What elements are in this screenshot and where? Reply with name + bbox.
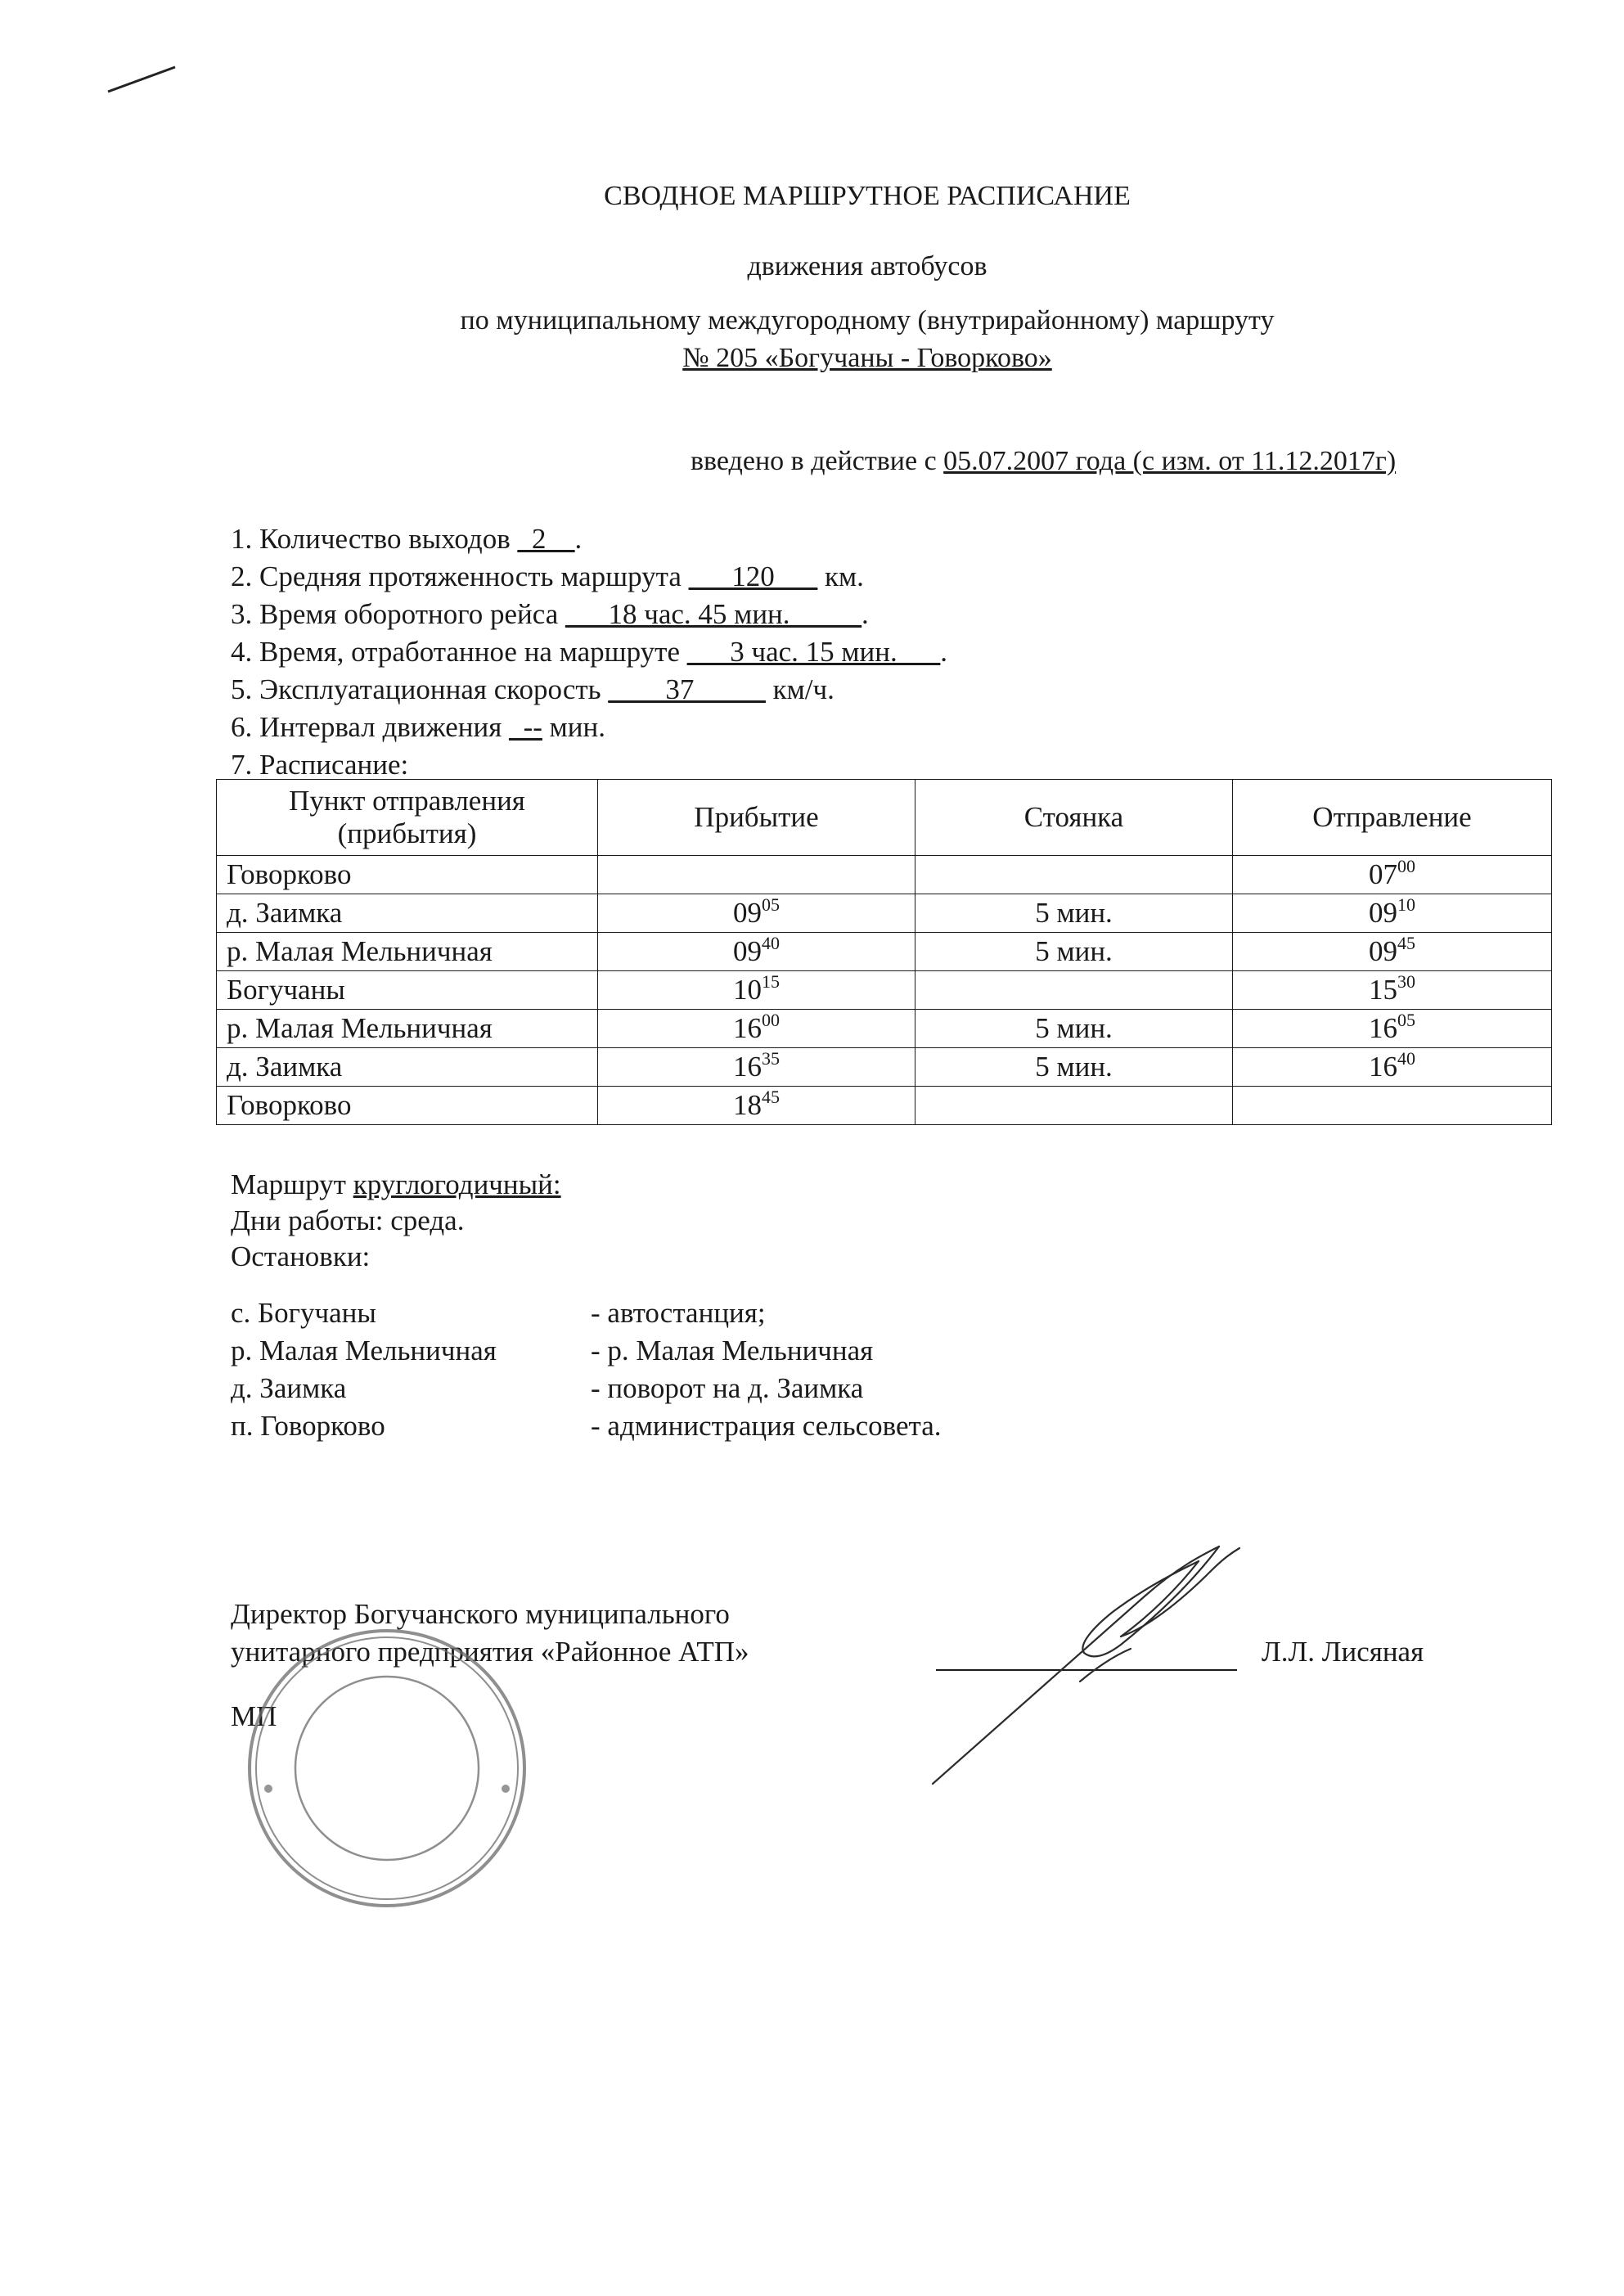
stops-title: Остановки: [231,1240,371,1272]
cell-arrival [598,856,915,894]
table-row [217,933,1552,971]
header-halt: Стоянка [915,780,1233,856]
route-description: по муниципальному междугородному (внутрирайонному) маршруту [460,305,1275,335]
list-item: р. Малая Мельничная - р. Малая Мельничная [231,1335,874,1366]
pen-mark [106,64,180,97]
table-row [217,1048,1552,1087]
effective-date-line [691,443,1396,479]
handwritten-signature [916,1538,1260,1800]
cell-halt [915,1087,1233,1125]
effective-date: 05.07.2007 года (с изм. от 11.12.2017г) [943,446,1397,476]
round-seal-stamp [244,1625,530,1911]
cell-departure: $09^{45}$ [1233,933,1552,971]
header-stop: Пункт отправления (прибытия) [217,780,598,856]
param-interval: 6. Интервал движения _-- мин. [231,711,606,743]
table-row [217,1010,1552,1048]
param-length: 2. Средняя протяженность маршрута ___120___ км. [231,560,864,592]
cell-halt: 5 мин. [915,933,1233,971]
schedule-table [216,779,1552,1125]
table-row [217,894,1552,933]
cell-departure: $07^{00}$ [1233,856,1552,894]
param-work-time: 4. Время, отработанное на маршруте ___3 час. 15 мин.___. [231,636,948,668]
cell-arrival: $09^{40}$ [598,933,915,971]
cell-halt [915,856,1233,894]
work-days: Дни работы: среда. [231,1204,465,1236]
cell-halt [915,971,1233,1010]
param-turn-time: 3. Время оборотного рейса ___18 час. 45 мин._____. [231,598,869,630]
table-row [217,1087,1552,1125]
cell-stop: Говорково [217,856,598,894]
cell-arrival: $16^{35}$ [598,1048,915,1087]
header-departure: Отправление [1233,780,1552,856]
param-speed: 5. Эксплуатационная скорость ____37_____ км/ч. [231,673,834,705]
param-schedule-label: 7. Расписание: [231,749,409,781]
document-subtitle: движения автобусов [747,251,987,281]
cell-arrival: $18^{45}$ [598,1087,915,1125]
table-row [217,971,1552,1010]
cell-departure [1233,1087,1552,1125]
cell-halt: 5 мин. [915,894,1233,933]
cell-stop: д. Заимка [217,894,598,933]
cell-stop: д. Заимка [217,1048,598,1087]
cell-stop: р. Малая Мельничная [217,933,598,971]
effective-prefix: введено в действие с [691,446,944,476]
signer-name: Л.Л. Лисяная [1262,1636,1424,1668]
cell-departure: $09^{10}$ [1233,894,1552,933]
cell-stop: р. Малая Мельничная [217,1010,598,1048]
route-season: Маршрут круглогодичный: [231,1168,561,1200]
director-line-2: унитарного предприятия «Районное АТП» [231,1636,749,1668]
list-item: п. Говорково - администрация сельсовета. [231,1410,942,1442]
cell-departure: $15^{30}$ [1233,971,1552,1010]
cell-departure: $16^{40}$ [1233,1048,1552,1087]
table-header-row [217,780,1552,856]
table-row [217,856,1552,894]
list-item: с. Богучаны - автостанция; [231,1297,766,1329]
cell-arrival: $09^{05}$ [598,894,915,933]
header-arrival: Прибытие [598,780,915,856]
param-exits: 1. Количество выходов _2__. [231,523,583,555]
route-parameters [231,520,947,784]
route-number: № 205 «Богучаны - Говорково» [682,343,1052,373]
director-line-1: Директор Богучанского муниципального [231,1598,730,1630]
cell-halt: 5 мин. [915,1010,1233,1048]
cell-departure: $16^{05}$ [1233,1010,1552,1048]
stops-list [231,1294,942,1445]
cell-stop: Говорково [217,1087,598,1125]
cell-arrival: $16^{00}$ [598,1010,915,1048]
list-item: д. Заимка - поворот на д. Заимка [231,1372,864,1404]
cell-stop: Богучаны [217,971,598,1010]
cell-halt: 5 мин. [915,1048,1233,1087]
route-notes [231,1167,561,1275]
document-title: СВОДНОЕ МАРШРУТНОЕ РАСПИСАНИЕ [604,181,1131,211]
seal-place-label: МП [231,1700,277,1732]
cell-arrival: $10^{15}$ [598,971,915,1010]
